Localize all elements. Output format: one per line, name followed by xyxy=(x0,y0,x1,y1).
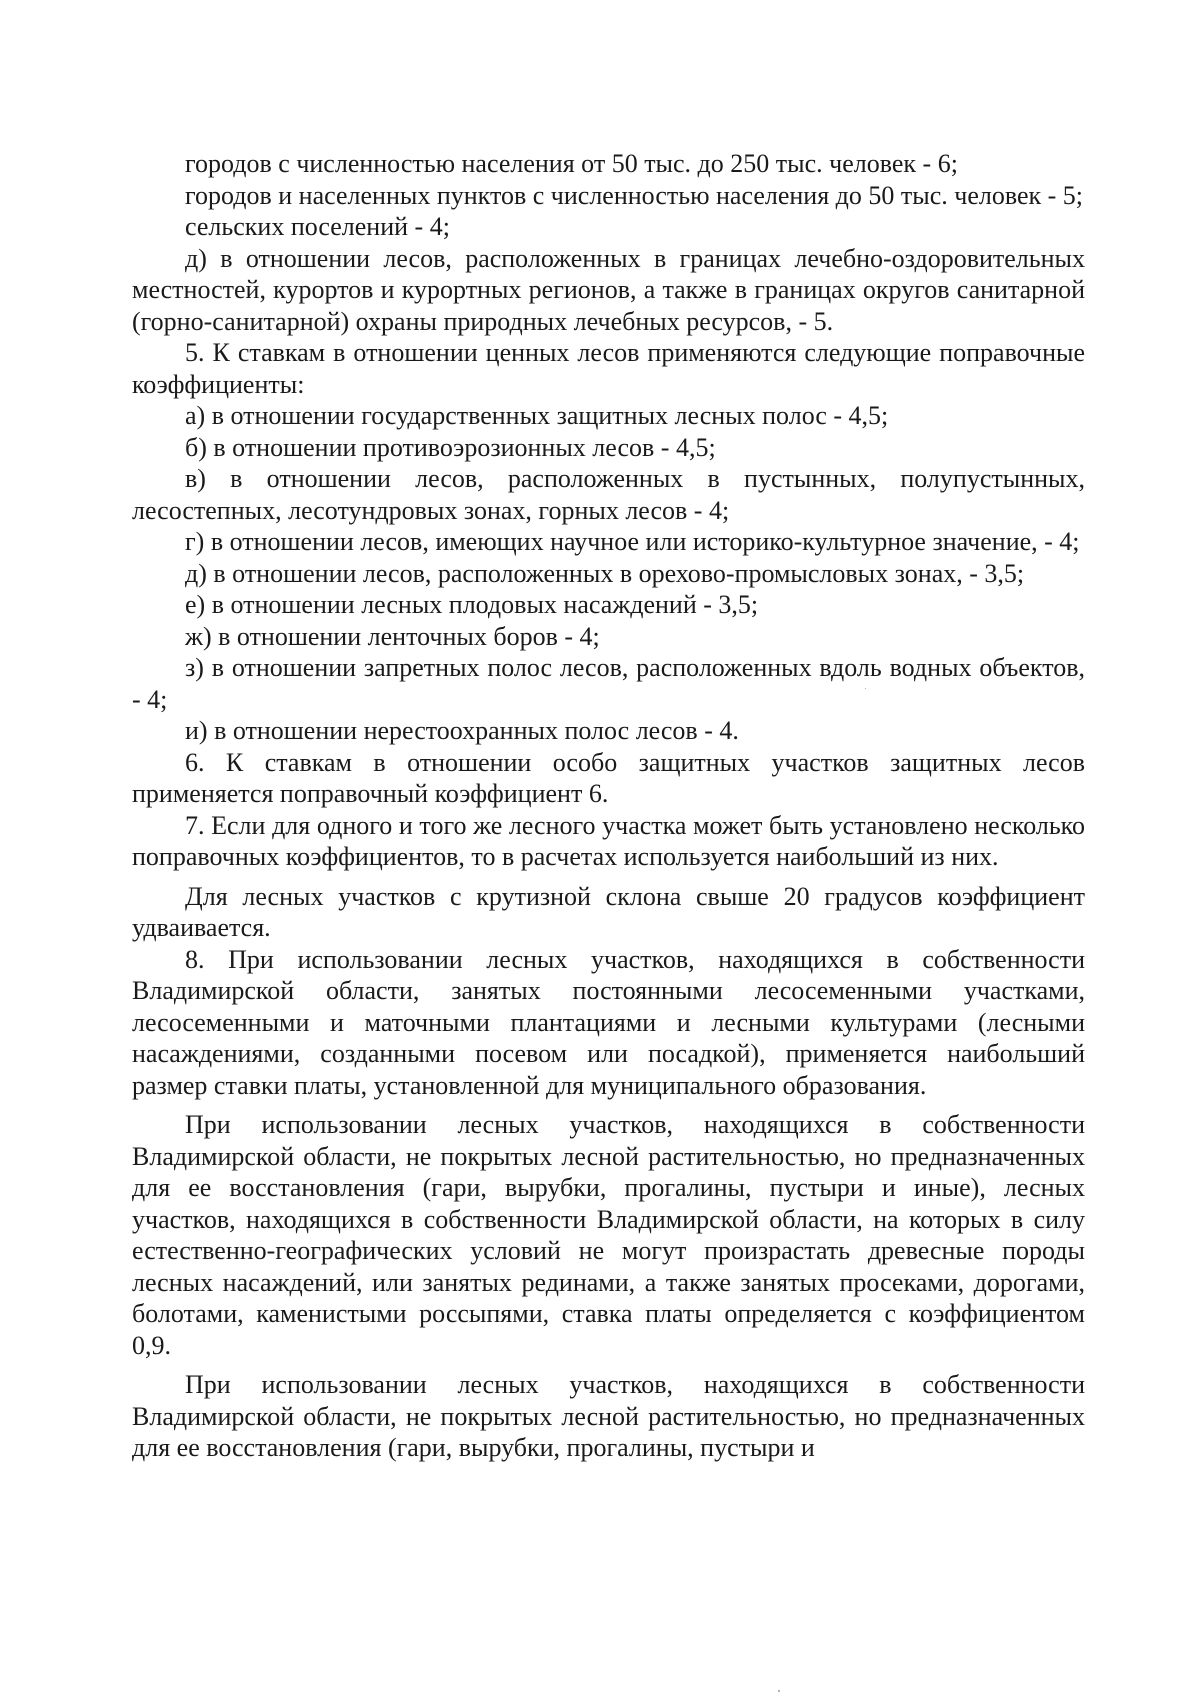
paragraph-section-6: 6. К ставкам в отношении особо защитных участков защитных лесов применяется поправочный коэффициент 6. xyxy=(132,747,1085,808)
paragraph-item-b: б) в отношении противоэрозионных лесов - 4,5; xyxy=(185,432,716,462)
paragraph-unforested-land-continued: При использовании лесных участков, находящихся в собственности Владимирской области, не покрытых лесной растительностью, но предназначенных для ее восстановления (гари, вырубки, прогалины, пустыри и xyxy=(132,1370,1085,1462)
scan-speck xyxy=(865,688,866,689)
paragraph-cities-50-250: городов с численностью населения от 50 тыс. до 250 тыс. человек - 6; xyxy=(185,149,958,178)
paragraph-section-8: 8. При использовании лесных участков, находящихся в собственности Владимирской области, занятых постоянными лесосеменными участками, лесосеменными и маточными плантациями и лесными культурами (лесными насаждениями, созданными посевом или посадкой), применяется наибольший размер ставки платы, установленной для муниципального образования. xyxy=(132,944,1085,1100)
paragraph-item-zh: ж) в отношении ленточных боров - 4; xyxy=(185,621,600,651)
paragraph-cities-under-50: городов и населенных пунктов с численностью населения до 50 тыс. человек - 5; xyxy=(185,180,1084,210)
paragraph-item-d: д) в отношении лесов, расположенных в орехово-промысловых зонах, - 3,5; xyxy=(185,558,1025,588)
paragraph-item-a: а) в отношении государственных защитных лесных полос - 4,5; xyxy=(185,401,889,430)
paragraph-item-g: г) в отношении лесов, имеющих научное или историко-культурное значение, - 4; xyxy=(185,527,1080,556)
paragraph-rural-settlements: сельских поселений - 4; xyxy=(185,212,450,241)
paragraph-item-d-resorts: д) в отношении лесов, расположенных в границах лечебно-оздоровительных местностей, курортов и курортных регионов, а также в границах округов санитарной (горно-санитарной) охраны природных лечебных ресурсов, - 5. xyxy=(132,243,1085,336)
paragraph-slope-coefficient: Для лесных участков с крутизной склона свыше 20 градусов коэффициент удваивается. xyxy=(132,881,1085,942)
paragraph-section-5: 5. К ставкам в отношении ценных лесов применяются следующие поправочные коэффициенты: xyxy=(132,338,1085,399)
document-body xyxy=(132,148,1085,1464)
paragraph-item-z: з) в отношении запретных полос лесов, расположенных вдоль водных объектов, - 4; xyxy=(132,653,1085,714)
paragraph-item-e: е) в отношении лесных плодовых насаждений - 3,5; xyxy=(185,590,759,619)
paragraph-item-v: в) в отношении лесов, расположенных в пустынных, полупустынных, лесостепных, лесотундровых зонах, горных лесов - 4; xyxy=(132,464,1085,525)
paragraph-item-i: и) в отношении нерестоохранных полос лесов - 4. xyxy=(185,716,739,745)
paragraph-section-7: 7. Если для одного и того же лесного участка может быть установлено несколько поправочных коэффициентов, то в расчетах используется наибольший из них. xyxy=(132,810,1085,871)
paragraph-unforested-land: При использовании лесных участков, находящихся в собственности Владимирской области, не покрытых лесной растительностью, но предназначенных для ее восстановления (гари, вырубки, прогалины, пустыри и иные), лесных участков, находящихся в собственности Владимирской области, на которых в силу естественно-географических условий не могут произрастать древесные породы лесных насаждений, или занятых рединами, а также занятых просеками, дорогами, болотами, каменистыми россыпями, ставка платы определяется с коэффициентом 0,9. xyxy=(132,1110,1085,1360)
scan-speck xyxy=(778,1690,780,1692)
